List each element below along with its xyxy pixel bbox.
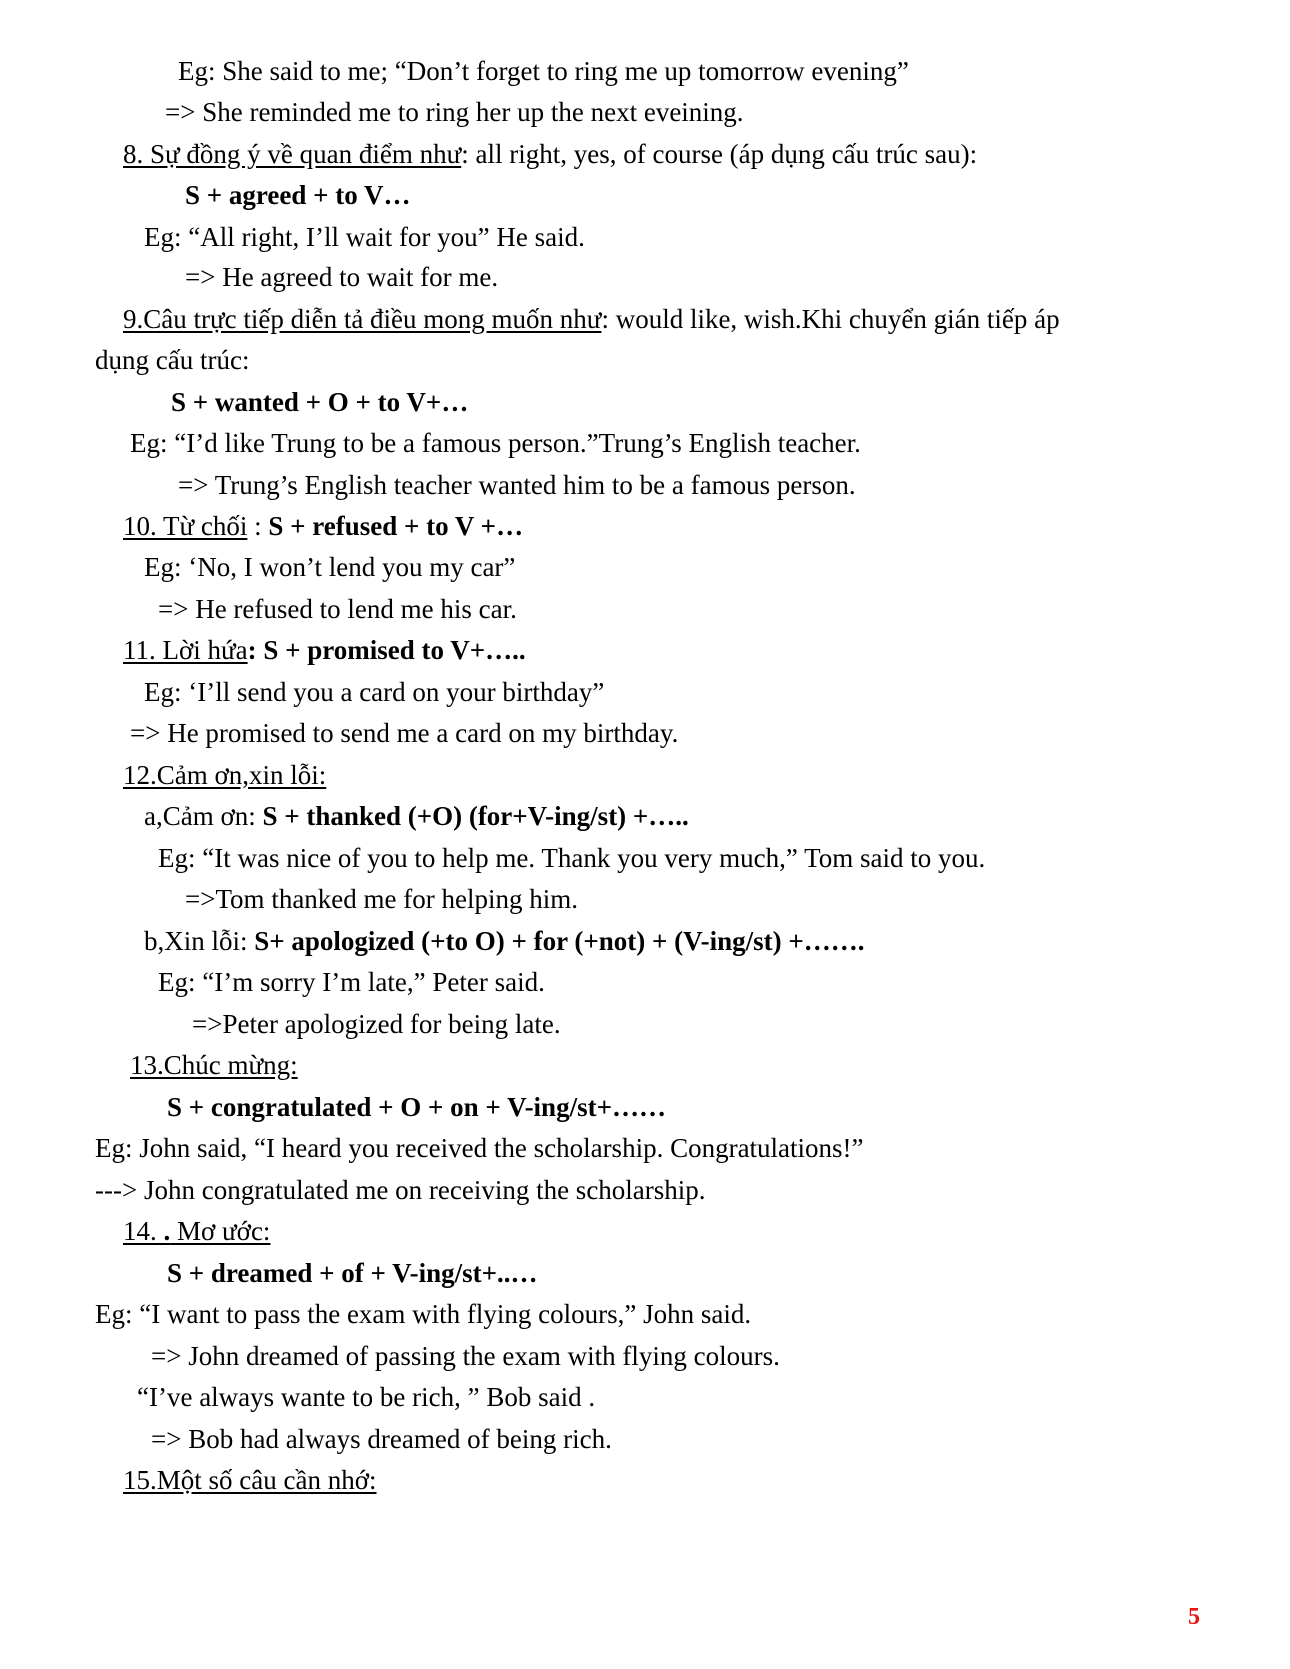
example-line: Eg: “I’d like Trung to be a famous person.”Trung’s English teacher. (130, 428, 861, 458)
section-14-line (123, 1214, 270, 1248)
section-8-text: : all right, yes, of course (áp dụng cấu trúc sau): (461, 139, 978, 169)
answer-line: => John dreamed of passing the exam with flying colours. (151, 1341, 780, 1371)
section-9-heading: 9.Câu trực tiếp diễn tả điều mong muốn như (123, 304, 602, 334)
answer-line: => She reminded me to ring her up the next eveining. (165, 97, 744, 127)
answer-line: =>Tom thanked me for helping him. (185, 884, 578, 914)
subsection-b-label: b,Xin lỗi: (144, 926, 255, 956)
answer-line: ---> John congratulated me on receiving the scholarship. (95, 1175, 706, 1205)
example-line: Eg: “It was nice of you to help me. Thank you very much,” Tom said to you. (158, 843, 986, 873)
example-line: Eg: “I’m sorry I’m late,” Peter said. (158, 967, 545, 997)
subsection-b-line (144, 924, 865, 958)
section-8-line (123, 137, 977, 171)
section-12-heading: 12.Cảm ơn,xin lỗi: (123, 760, 327, 790)
example-line: Eg: “All right, I’ll wait for you” He said. (144, 222, 585, 252)
section-11-line (123, 633, 526, 667)
answer-line: => Bob had always dreamed of being rich. (151, 1424, 612, 1454)
section-9-continuation: dụng cấu trúc: (95, 345, 250, 375)
formula-line: S + dreamed + of + V-ing/st+..… (167, 1258, 538, 1288)
example-line: Eg: John said, “I heard you received the scholarship. Congratulations!” (95, 1133, 864, 1163)
formula-line: S + agreed + to V… (185, 180, 411, 210)
section-15-heading: 15.Một số câu cần nhớ: (123, 1465, 377, 1495)
section-9-line (123, 302, 1060, 336)
section-8-heading: 8. Sự đồng ý về quan điểm như (123, 139, 462, 169)
section-10-separator: : (247, 511, 269, 541)
subsection-a-line (144, 799, 689, 833)
answer-line: => Trung’s English teacher wanted him to be a famous person. (178, 470, 856, 500)
section-14-heading: Mơ ước: (170, 1216, 271, 1246)
section-11-formula: : S + promised to V+….. (247, 635, 526, 665)
example-line: Eg: ‘I’ll send you a card on your birthday” (144, 677, 605, 707)
section-10-line (123, 509, 523, 543)
subsection-a-label: a,Cảm ơn: (144, 801, 263, 831)
example-line: “I’ve always wante to be rich, ” Bob said . (137, 1382, 596, 1412)
section-10-formula: S + refused + to V +… (268, 511, 524, 541)
section-10-heading: 10. Từ chối (123, 511, 248, 541)
answer-line: => He refused to lend me his car. (158, 594, 517, 624)
answer-line: => He agreed to wait for me. (185, 262, 499, 292)
subsection-b-formula: S+ apologized (+to O) + for (+not) + (V-ing/st) +……. (254, 926, 865, 956)
page-number: 5 (1188, 1604, 1200, 1630)
formula-line: S + congratulated + O + on + V-ing/st+…… (167, 1092, 666, 1122)
example-line: Eg: ‘No, I won’t lend you my car” (144, 552, 516, 582)
section-14-number: 14. (123, 1216, 164, 1246)
section-11-heading: 11. Lời hứa (123, 635, 248, 665)
section-9-text: : would like, wish.Khi chuyển gián tiếp áp (601, 304, 1060, 334)
answer-line: =>Peter apologized for being late. (192, 1009, 561, 1039)
formula-line: S + wanted + O + to V+… (171, 387, 469, 417)
answer-line: => He promised to send me a card on my birthday. (130, 718, 679, 748)
subsection-a-formula: S + thanked (+O) (for+V-ing/st) +….. (262, 801, 689, 831)
section-14-dot: . (163, 1216, 171, 1246)
example-line: Eg: She said to me; “Don’t forget to ring me up tomorrow evening” (178, 56, 909, 86)
section-13-heading: 13.Chúc mừng: (130, 1050, 298, 1080)
example-line: Eg: “I want to pass the exam with flying colours,” John said. (95, 1299, 752, 1329)
